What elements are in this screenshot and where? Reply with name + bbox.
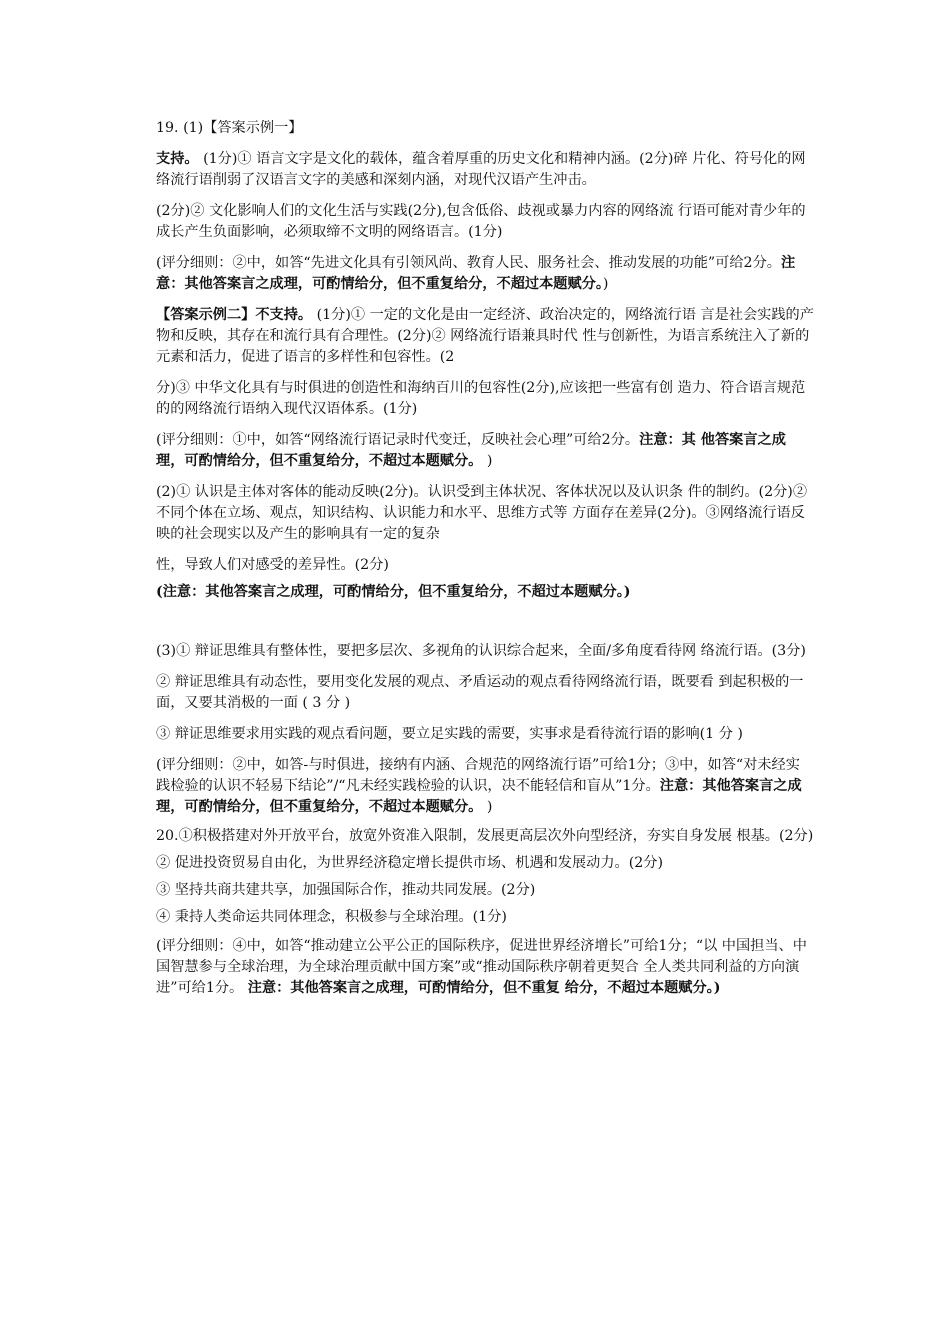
scoring-note-close: ) <box>482 799 493 815</box>
q19-part3-para1: (3)① 辩证思维具有整体性，要把多层次、多视角的认识综合起来，全面/多角度看待网 络流行语。(3分) <box>156 643 806 659</box>
q19-part1-heading: 19. (1)【答案示例一】 <box>156 120 303 136</box>
scoring-note-text: (评分细则：④中，如答“推动建立公平公正的国际秩序，促进世界经济增长”可给1分；“以 中国担当、中国智慧参与全球治理，为全球治理贡献中国方案”或“推动国际秩序朝着更契合 全人类共同利益的方向演进”可给1分。 <box>156 938 807 996</box>
q20-point4: ④ 秉持人类命运共同体理念，积极参与全球治理。(1分) <box>156 909 507 925</box>
scoring-note-close: ) <box>482 453 493 469</box>
notice-text: 注意：其 他答案言之成理，可酌情给分，但不重复给分，不超过本题赋分。 <box>156 432 786 469</box>
notice-text: 注意：其他答案言之成理，可酌情给分，但不重复给分，不超过本题赋分。 <box>156 778 802 815</box>
scoring-note-text: (评分细则：②中，如答-与时俱进，接纳有内涵、合规范的网络流行语”可给1分；③中，如答“对未经实践检验的认识不轻易下结论”/“凡未经实践检验的认识，决不能轻信和盲从”1分。 <box>156 757 800 794</box>
q19-example2-para1-text: (1分)① 一定的文化是由一定经济、政治决定的，网络流行语 言是社会实践的产物和反映，其存在和流行具有合理性。(2分)② 网络流行语兼具时代 性与创新性，为语言系统注入了新的元素和活力，促进了语言的多样性和包容性。(2 <box>156 307 814 365</box>
q19-part2-para2: 性，导致人们对感受的差异性。(2分) <box>156 557 389 573</box>
scoring-note-text: (评分细则：①中，如答“网络流行语记录时代变迁，反映社会心理”可给2分。 <box>156 432 640 448</box>
q19-example1-scoring-note <box>156 253 814 295</box>
q20-point3: ③ 坚持共商共建共享，加强国际合作，推动共同发展。(2分) <box>156 882 536 898</box>
q19-example2-para1 <box>156 305 814 368</box>
answer-document <box>156 112 814 999</box>
q19-example1-para1-text: (1分)① 语言文字是文化的载体，蕴含着厚重的历史文化和精神内涵。(2分)碎 片化、符号化的网络流行语削弱了汉语言文字的美感和深刻内涵，对现代汉语产生冲击。 <box>156 151 806 188</box>
q19-example2-scoring-note <box>156 430 814 472</box>
q19-part2-para1: (2)① 认识是主体对客体的能动反映(2分)。认识受到主体状况、客体状况以及认识条 件的制约。(2分)② 不同个体在立场、观点，知识结构、认识能力和水平、思维方式等 方面存在差异(2分)。③网络流行语反映的社会现实以及产生的影响具有一定的复杂 <box>156 484 808 542</box>
q19-part3-para3: ③ 辩证思维要求用实践的观点看问题，要立足实践的需要，实事求是看待流行语的影响(1 分 ) <box>156 726 743 742</box>
q20-point2: ② 促进投资贸易自由化，为世界经济稳定增长提供市场、机遇和发展动力。(2分) <box>156 855 663 871</box>
q19-example2-para2: 分)③ 中华文化具有与时俱进的创造性和海纳百川的包容性(2分),应该把一些富有创 造力、符合语言规范的的网络流行语纳入现代汉语体系。(1分) <box>156 380 806 417</box>
q19-example1-para1 <box>156 149 814 191</box>
support-label: 支持。 <box>156 151 199 167</box>
example2-label: 【答案示例二】不支持。 <box>156 307 313 323</box>
notice-text: 注意：其他答案言之成理，可酌情给分，但不重复给分，不超过本题赋分。 <box>156 255 796 292</box>
scoring-note-text: (评分细则：②中，如答“先进文化具有引领风尚、教育人民、服务社会、推动发展的功能”可给2分。 <box>156 255 781 271</box>
notice-text: 注意：其他答案言之成理，可酌情给分，但不重复 给分，不超过本题赋分。) <box>247 980 721 996</box>
q19-example1-para2: (2分)② 文化影响人们的文化生活与实践(2分),包含低俗、歧视或暴力内容的网络流 行语可能对青少年的成长产生负面影响，必须取缔不文明的网络语言。(1分) <box>156 203 806 240</box>
q20-scoring-note <box>156 936 814 999</box>
q19-part3-scoring-note <box>156 755 814 818</box>
scoring-note-close: ) <box>602 276 609 292</box>
q20-point1: 20.①积极搭建对外开放平台，放宽外资准入限制，发展更高层次外向型经济，夯实自身发展 根基。(2分) <box>156 828 814 844</box>
q19-part2-notice: (注意：其他答案言之成理，可酌情给分，但不重复给分，不超过本题赋分。) <box>156 584 631 600</box>
q19-part3-para2: ② 辩证思维具有动态性，要用变化发展的观点、矛盾运动的观点看待网络流行语，既要看 到起积极的一面，又要其消极的一面 ( 3 分 ) <box>156 674 804 711</box>
